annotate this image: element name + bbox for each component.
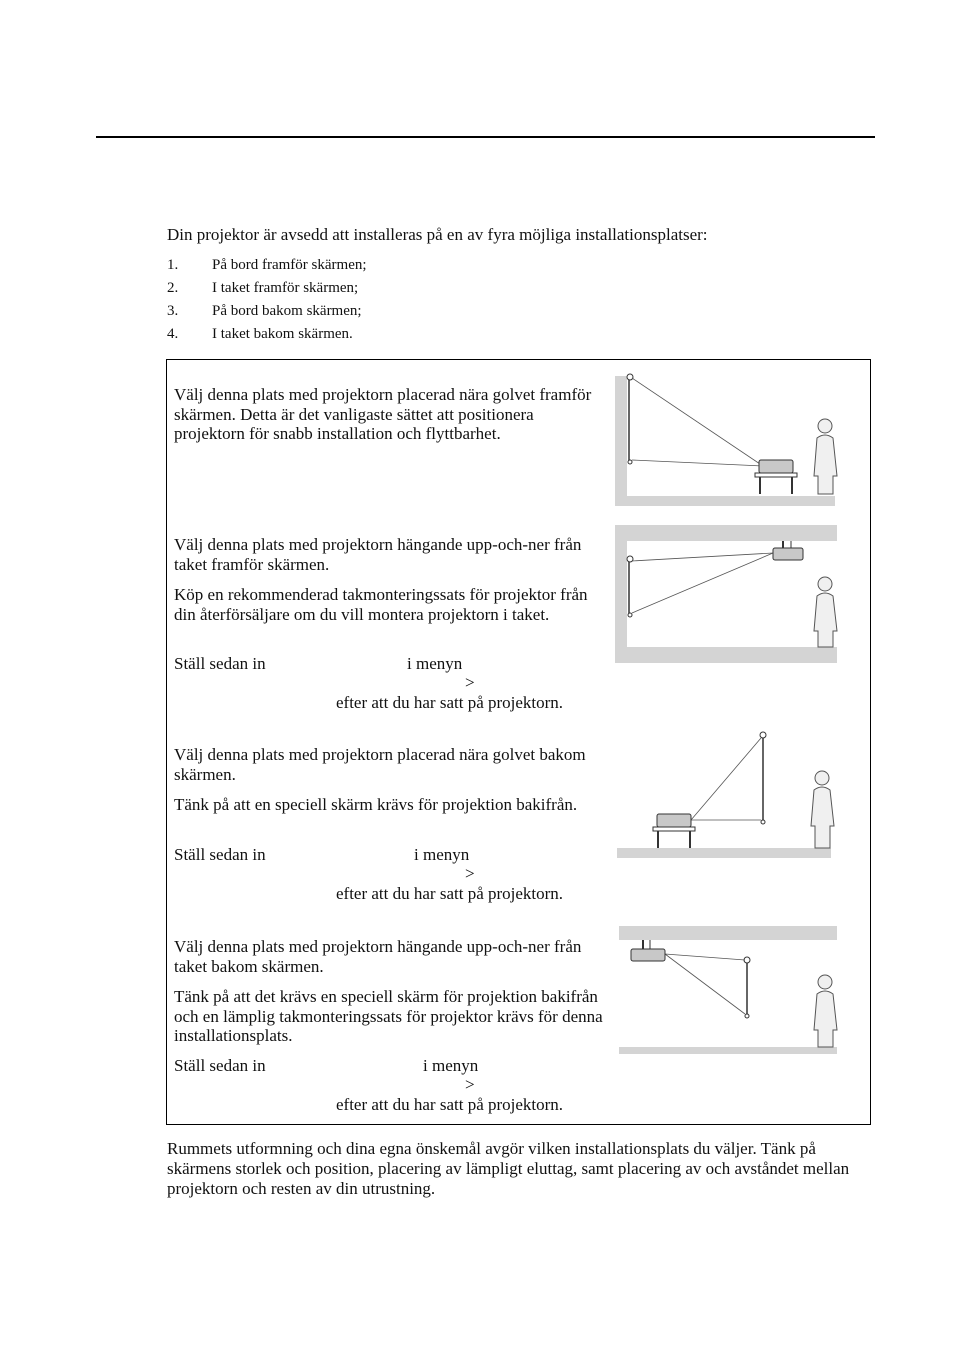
intro-text: Din projektor är avsedd att installeras på en av fyra möjliga installationsplatser: [167, 225, 708, 244]
list-item: 2. I taket framför skärmen; [167, 280, 359, 296]
option-2-description: Välj denna plats med projektorn hängande upp-och-ner från taket framför skärmen. [174, 535, 582, 574]
option-4-note: Tänk på att det krävs en speciell skärm för projektion bakifrån och en lämplig takmonteringssats för projektor krävs för denna installationsplats. [174, 987, 603, 1045]
installation-options-box: Välj denna plats med projektorn placerad nära golvet framför skärmen. Detta är det vanligaste sättet att positionera projektorn för snabb installation och flyttbarhet. Välj denna plats med projektorn hängande upp-och-ner från taket framför skärmen. Köp en rekommenderad takmonteringssats för projektor från din återförsäljare om du vill montera projektorn i taket. Ställ sedan in i menyn > efter att du har satt på projektorn. Välj denna plats med projektorn placerad nära golvet bakom skärmen. Tänk på att en speciell skärm krävs för projektion bakifrån. Ställ sedan in i menyn > efter att du har satt på projektorn. Välj denna plats med projektorn hängande upp-och-ner från taket bakom skärmen. Tänk på att det krävs en speciell skärm för projektion bakifrån och en lämplig takmonteringssats för projektor krävs för denna installationsplats. Ställ sedan in i menyn > efter att du har satt på projektorn. [166, 359, 871, 1125]
ceiling-front-illustration [613, 523, 843, 665]
floor-front-illustration [613, 366, 843, 508]
location-list [167, 255, 367, 347]
floor-rear-illustration [613, 726, 843, 861]
option-4-description: Välj denna plats med projektorn hängande upp-och-ner från taket bakom skärmen. [174, 937, 582, 976]
option-3-note: Tänk på att en speciell skärm krävs för projektion bakifrån. [174, 795, 578, 814]
ceiling-rear-illustration [617, 924, 847, 1054]
option-1-description: Välj denna plats med projektorn placerad nära golvet framför skärmen. Detta är det vanligaste sättet att positionera projektorn för snabb installation och flyttbarhet. [174, 385, 592, 443]
list-item: 3. På bord bakom skärmen; [167, 303, 362, 319]
option-3-description: Välj denna plats med projektorn placerad nära golvet bakom skärmen. [174, 745, 586, 784]
option-2-note: Köp en rekommenderad takmonteringssats för projektor från din återförsäljare om du vill montera projektorn i taket. [174, 585, 588, 624]
list-item: 1. På bord framför skärmen; [167, 257, 367, 273]
closing-paragraph: Rummets utformning och dina egna önskemål avgör vilken installationsplats du väljer. Tänk på skärmens storlek och position, placering av lämpligt eluttag, samt placering av och avståndet mellan projektorn och resten av din utrustning. [167, 1139, 850, 1198]
header-rule [96, 136, 875, 138]
list-item: 4. I taket bakom skärmen. [167, 326, 353, 342]
